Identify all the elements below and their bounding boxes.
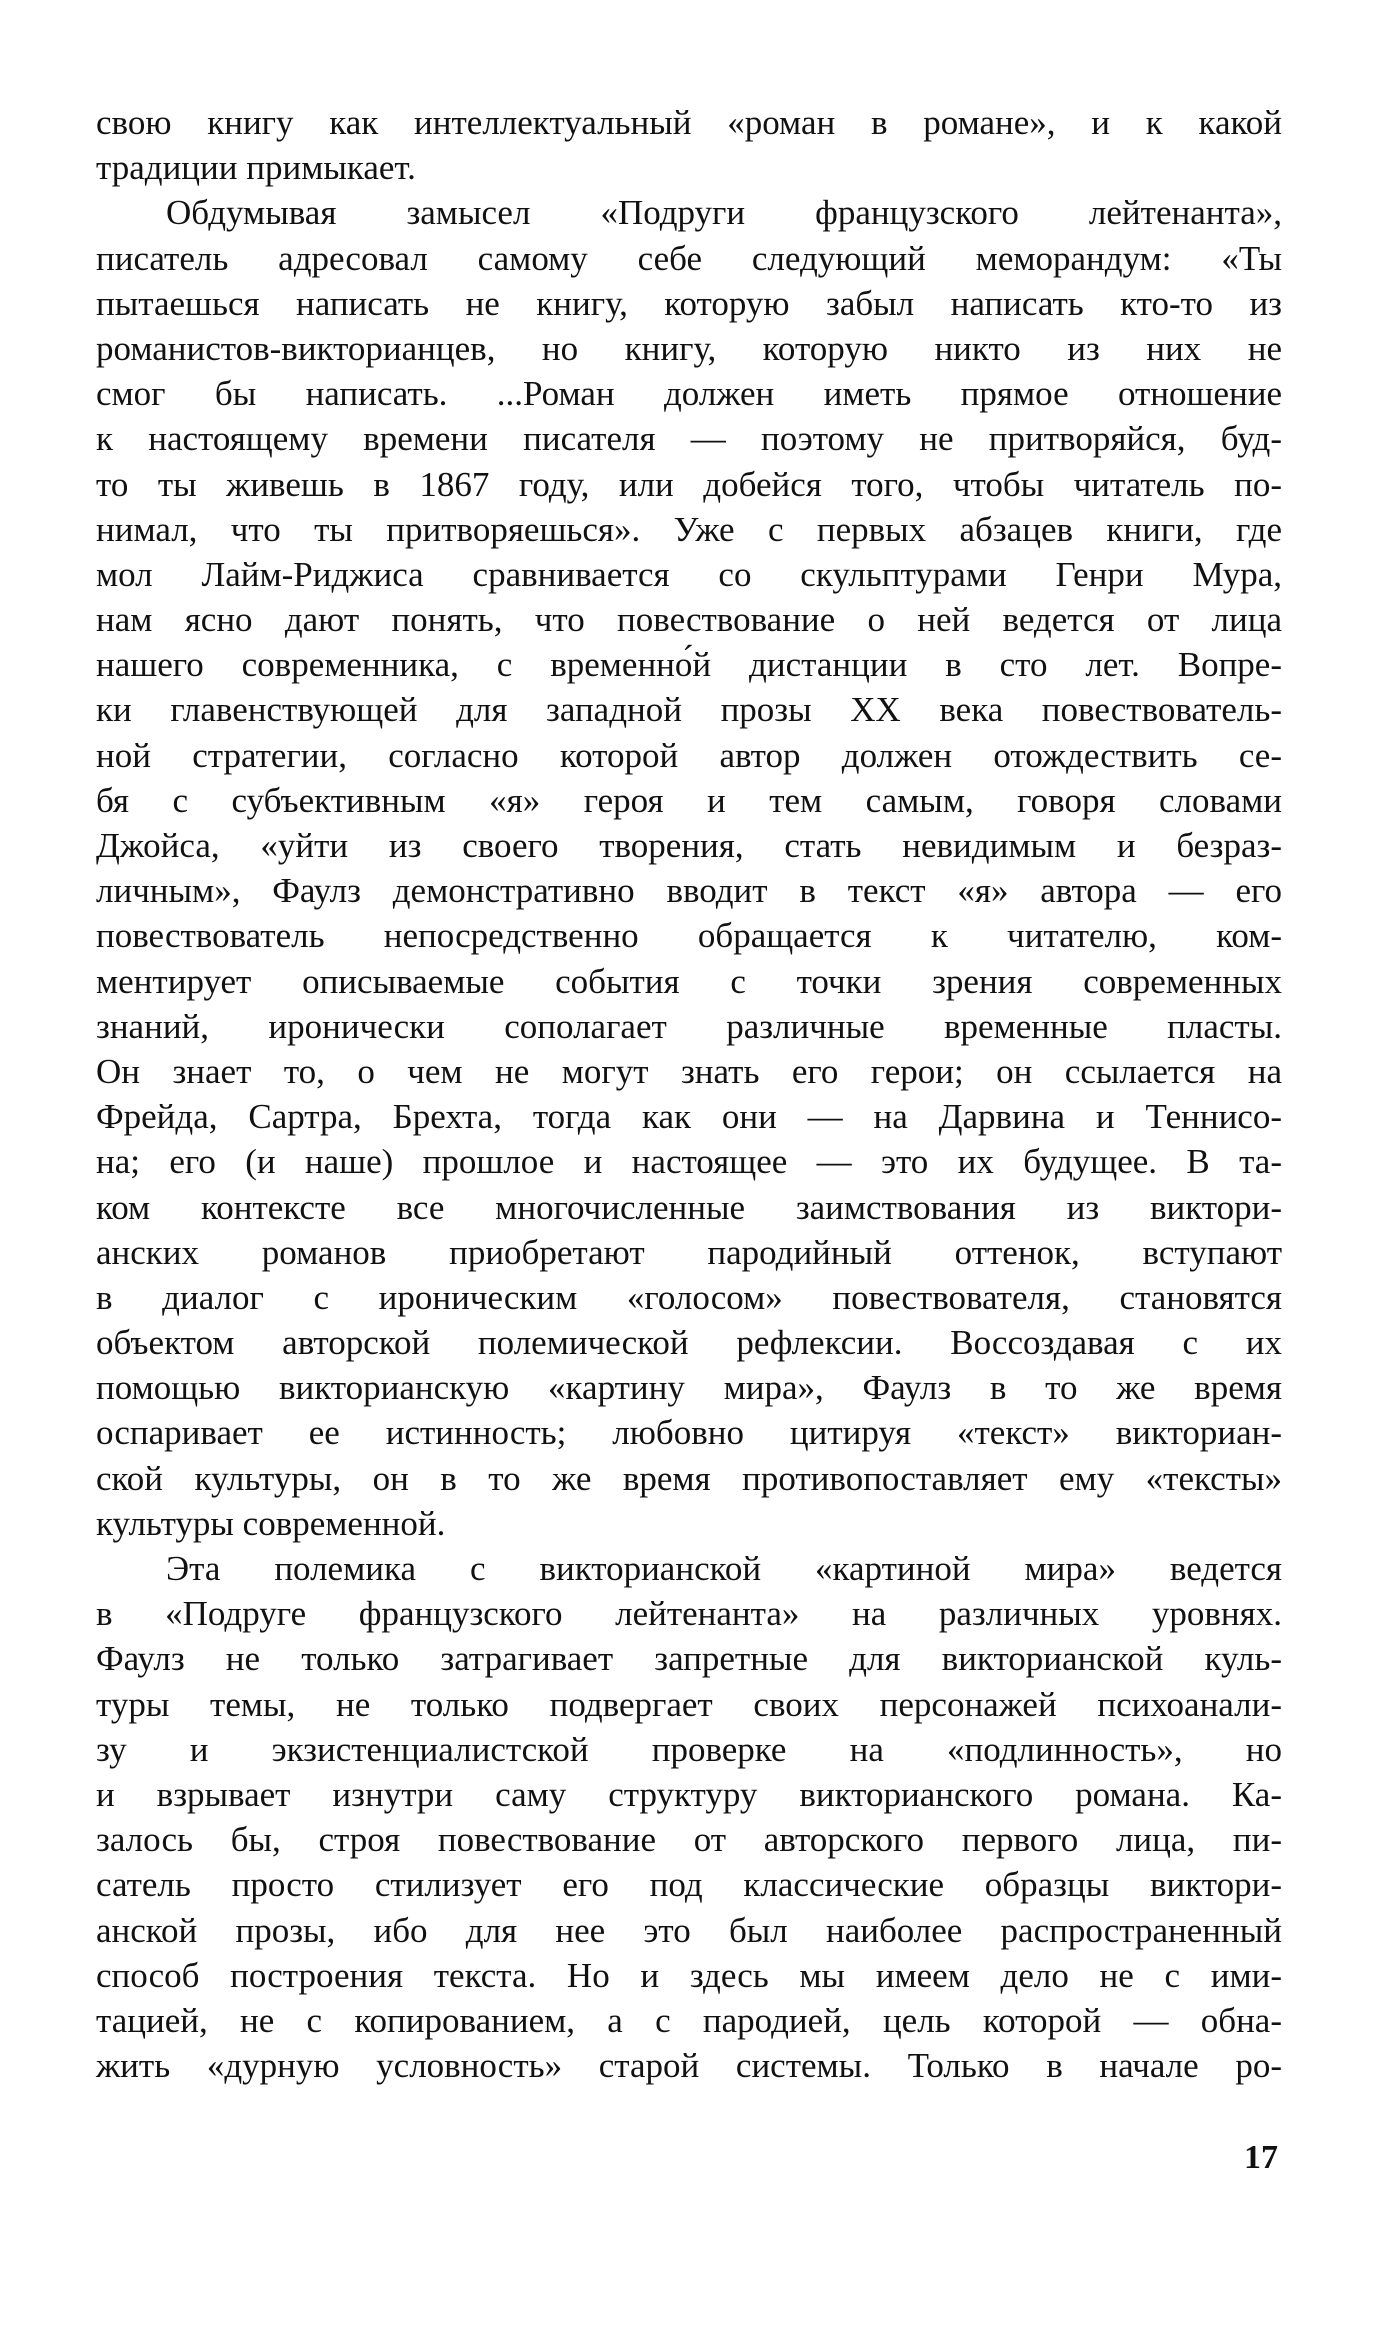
text-line: то ты живешь в 1867 году, или добейся того, чтобы читатель по- <box>96 464 1282 504</box>
text-line: помощью викторианскую «картину мира», Фаулз в то же время <box>96 1368 1282 1408</box>
text-line: повествователь непосредственно обращается к читателю, ком- <box>96 916 1282 956</box>
text-line: анских романов приобретают пародийный оттенок, вступают <box>96 1232 1282 1272</box>
text-line: Он знает то, о чем не могут знать его герои; он ссылается на <box>96 1051 1282 1091</box>
text-line: ментирует описываемые события с точки зрения современных <box>96 961 1282 1001</box>
text-line: тацией, не с копированием, а с пародией, цель которой — обна- <box>96 2000 1282 2040</box>
text-line: Фаулз не только затрагивает запретные для викторианской куль- <box>96 1639 1282 1679</box>
body-text <box>96 100 1282 2088</box>
text-line: нимал, что ты притворяешься». Уже с первых абзацев книги, где <box>96 509 1282 549</box>
text-line: оспаривает ее истинность; любовно цитируя «текст» викториан- <box>96 1413 1282 1453</box>
text-line: в «Подруге французского лейтенанта» на различных уровнях. <box>96 1594 1282 1634</box>
text-line: на; его (и наше) прошлое и настоящее — это их будущее. В та- <box>96 1142 1282 1182</box>
text-line: объектом авторской полемической рефлексии. Воссоздавая с их <box>96 1323 1282 1363</box>
text-line: способ построения текста. Но и здесь мы имеем дело не с ими- <box>96 1955 1282 1995</box>
text-line: залось бы, строя повествование от авторского первого лица, пи- <box>96 1820 1282 1860</box>
text-line: Фрейда, Сартра, Брехта, тогда как они — на Дарвина и Теннисо- <box>96 1097 1282 1137</box>
text-line: бя с субъективным «я» героя и тем самым, говоря словами <box>96 780 1282 820</box>
text-line: Обдумывая замысел «Подруги французского лейтенанта», <box>166 193 1282 233</box>
text-line: романистов-викторианцев, но книгу, которую никто из них не <box>96 328 1282 368</box>
text-line: нам ясно дают понять, что повествование о ней ведется от лица <box>96 600 1282 640</box>
text-line: смог бы написать. ...Роман должен иметь прямое отношение <box>96 374 1282 414</box>
text-line: в диалог с ироническим «голосом» повествователя, становятся <box>96 1277 1282 1317</box>
text-line: культуры современной. <box>96 1503 446 1543</box>
text-line: пытаешься написать не книгу, которую забыл написать кто-то из <box>96 283 1282 323</box>
text-line: Эта полемика с викторианской «картиной мира» ведется <box>166 1549 1282 1588</box>
text-line: Джойса, «уйти из своего творения, стать невидимым и безраз- <box>96 826 1282 865</box>
text-line: ки главенствующей для западной прозы XX века повествователь- <box>96 690 1282 730</box>
text-line: анской прозы, ибо для нее это был наиболее распространенный <box>96 1910 1282 1950</box>
page-number: 17 <box>1244 2139 1278 2176</box>
text-line: писатель адресовал самому себе следующий меморандум: «Ты <box>96 238 1282 278</box>
text-line: туры темы, не только подвергает своих персонажей психоанали- <box>96 1684 1282 1724</box>
text-line: традиции примыкает. <box>96 148 416 188</box>
text-line: мол Лайм-Риджиса сравнивается со скульптурами Генри Мура, <box>96 554 1282 594</box>
text-line: знаний, иронически сополагает различные временные пласты. <box>96 1006 1282 1046</box>
text-line: жить «дурную условность» старой системы. Только в начале ро- <box>96 2046 1282 2086</box>
text-line: сатель просто стилизует его под классические образцы виктори- <box>96 1865 1282 1905</box>
text-line: и взрывает изнутри саму структуру викторианского романа. Ка- <box>96 1774 1282 1814</box>
text-line: ком контексте все многочисленные заимствования из виктори- <box>96 1187 1282 1227</box>
text-line: свою книгу как интеллектуальный «роман в романе», и к какой <box>96 103 1282 142</box>
text-line: ной стратегии, согласно которой автор должен отождествить се- <box>96 735 1282 775</box>
text-line: ской культуры, он в то же время противопоставляет ему «тексты» <box>96 1458 1282 1498</box>
text-line: зу и экзистенциалистской проверке на «подлинность», но <box>96 1729 1282 1769</box>
text-line: к настоящему времени писателя — поэтому не притворяйся, буд- <box>96 419 1282 459</box>
text-line: нашего современника, с временно́й дистанции в сто лет. Вопре- <box>96 645 1282 685</box>
text-line: личным», Фаулз демонстративно вводит в текст «я» автора — его <box>96 871 1282 911</box>
